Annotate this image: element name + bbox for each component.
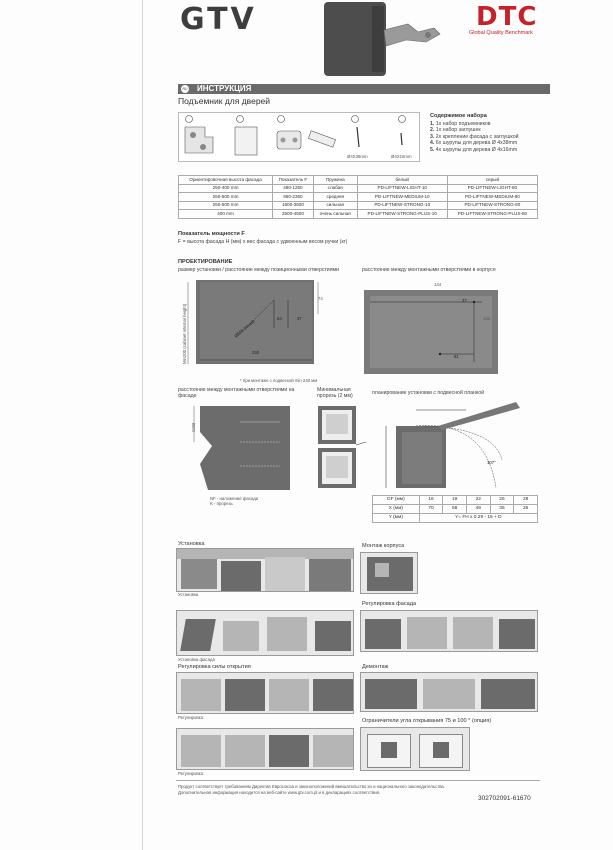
table-row bbox=[373, 505, 538, 514]
table-row bbox=[179, 193, 538, 202]
kit-item: 3. 2x крепление фасада с заглушкой bbox=[430, 133, 519, 140]
table-cell: 400 mm bbox=[179, 210, 273, 219]
table-header: серый bbox=[447, 176, 537, 185]
product-title: Подъемник для дверей bbox=[178, 96, 271, 106]
table-cell: GF (мм) bbox=[373, 496, 420, 505]
kit-item-text: 1x набор заглушек bbox=[435, 127, 481, 134]
table-cell: сильная bbox=[313, 201, 357, 210]
table-cell: 58 bbox=[443, 505, 467, 514]
table-cell: PD-LIFTNEW-STRONG-PLUS-80 bbox=[447, 210, 537, 219]
gf-table bbox=[372, 495, 538, 523]
item-number: Ø4X16mm bbox=[391, 154, 412, 159]
kit-item: 1. 1x набор подъемников bbox=[430, 121, 491, 127]
adjust-facade-strip bbox=[360, 610, 538, 652]
brand-logo: GTV bbox=[180, 2, 257, 37]
dismount-heading: Демонтаж bbox=[362, 664, 389, 670]
table-cell: средняя bbox=[313, 193, 357, 202]
kit-item-text: 2x крепление фасада с заглушкой bbox=[435, 133, 519, 140]
table-header: Ориентировочная высота фасада bbox=[179, 176, 273, 185]
dtc-tagline: Global Quality Benchmark bbox=[469, 30, 533, 36]
table-cell: 250-500 mm bbox=[179, 193, 273, 202]
table-cell: 70 bbox=[419, 505, 443, 514]
power-heading: Показатель мощности F bbox=[178, 231, 245, 237]
table-cell: 26 bbox=[490, 496, 514, 505]
cabinet-body-drawing bbox=[362, 288, 502, 378]
facade-step-strip bbox=[176, 610, 354, 656]
table-cell: PD-LIFTNEW-STRONG-PLUS-10 bbox=[357, 210, 447, 219]
dim-height-label: Min200 (cabinet internal height) bbox=[182, 303, 187, 364]
dtc-logo: DTC bbox=[476, 2, 538, 32]
table-cell: 250-500 mm bbox=[179, 201, 273, 210]
table-row bbox=[373, 496, 538, 505]
table-header: Пружина bbox=[313, 176, 357, 185]
table-row bbox=[179, 184, 538, 193]
facade-caption: расстояние между монтажными отверстиями на фасаде bbox=[178, 387, 295, 400]
adjust-force-strip bbox=[176, 672, 354, 714]
min-gap-caption: Минимальная прорезь (2 мм) bbox=[317, 387, 353, 400]
dim-h-label: 141 bbox=[483, 316, 491, 321]
kit-item-text: 1x набор подъемников bbox=[435, 121, 491, 127]
plan-caption: планирование установки с подвесной планкой bbox=[372, 390, 484, 396]
table-cell: слабая bbox=[313, 184, 357, 193]
footer-divider bbox=[176, 780, 540, 781]
kit-heading: Содержимое набора bbox=[430, 113, 487, 119]
table-cell: очень сильная bbox=[313, 210, 357, 219]
note-line: NF - наложение фасада bbox=[210, 496, 259, 501]
scan-edge bbox=[142, 0, 143, 850]
table-cell: 26 bbox=[514, 505, 538, 514]
dim-d2-label: 37 bbox=[297, 316, 302, 321]
kit-item-text: 6x шурупы для дерева Ø 4x38mm bbox=[435, 140, 518, 147]
table-cell: 35 bbox=[490, 505, 514, 514]
kit-item: 4. 6x шурупы для дерева Ø 4x38mm bbox=[430, 140, 518, 147]
plan-drawing bbox=[376, 400, 536, 492]
power-formula: F = высота фасада H (мм) x вес фасада с удвоенным весом ручки (кг) bbox=[178, 239, 348, 245]
min-gap-drawing bbox=[316, 404, 368, 490]
cabinet-side-drawing bbox=[178, 278, 328, 378]
adjust-sub-caption-2: Регулировка bbox=[178, 771, 204, 776]
table-header: белый bbox=[357, 176, 447, 185]
design-caption-right: расстояние между монтажными отверстиями в корпусе bbox=[362, 267, 496, 273]
adjust-step-strip bbox=[176, 728, 354, 770]
facade-drawing bbox=[190, 402, 310, 494]
note-line: K - прорезь bbox=[210, 501, 233, 506]
table-cell: X (мм) bbox=[373, 505, 420, 514]
table-cell: PD-LIFTNEW-MEDIUM-80 bbox=[447, 193, 537, 202]
limiter-heading: Ограничители угла открывания 75 и 100 ° (опция) bbox=[362, 718, 492, 724]
install-step-strip bbox=[176, 548, 354, 592]
dim-a-label: 37 bbox=[462, 298, 467, 303]
footer-compliance: Продукт соответствует требованиям Директив Евросоюза и законоположений вмешательство из и национального законодательства. bbox=[178, 784, 446, 789]
kit-illustration bbox=[178, 112, 420, 162]
dim-d1-label: 64 bbox=[277, 316, 282, 321]
adjust-facade-heading: Регулировка фасада bbox=[362, 601, 417, 607]
kit-item: 2. 1x набор заглушек bbox=[430, 127, 481, 134]
facade-dim-label: SOB bbox=[191, 422, 196, 432]
kit-item-text: 4x шурупы для дерева Ø 4x16mm bbox=[435, 146, 518, 153]
table-cell: 28 bbox=[514, 496, 538, 505]
table-cell: 2500-4500 bbox=[273, 210, 314, 219]
dim-diag-label: Ø508 (Head) bbox=[233, 318, 256, 339]
kit-item: 5. 4x шурупы для дерева Ø 4x16mm bbox=[430, 146, 518, 153]
install-sub-caption: Установка bbox=[178, 592, 199, 597]
install-heading: Установка bbox=[178, 541, 205, 547]
table-cell: 1600-3600 bbox=[273, 201, 314, 210]
table-cell: Y (мм) bbox=[373, 514, 420, 523]
dim-b-label: 81 bbox=[454, 354, 459, 359]
design-caption-left: размер установки / расстояние между позиционными отверстиями bbox=[178, 267, 339, 273]
table-cell: 19 bbox=[443, 496, 467, 505]
table-cell: 22 bbox=[466, 496, 490, 505]
language-badge bbox=[181, 85, 189, 93]
table-cell: 480-1250 bbox=[273, 184, 314, 193]
opening-angle-label: 107° bbox=[487, 460, 496, 465]
dismount-strip bbox=[360, 672, 538, 712]
table-header: Показатель F bbox=[273, 176, 314, 185]
kit-parts-drawing bbox=[179, 113, 419, 161]
design-footnote: * при монтаже с подвеской min 240 мм bbox=[240, 378, 318, 383]
table-cell: 49 bbox=[466, 505, 490, 514]
table-cell: 960-2350 bbox=[273, 193, 314, 202]
spec-table bbox=[178, 175, 538, 219]
dim-w-label: 144 bbox=[434, 282, 442, 287]
table-cell: PD-LIFTNEW-STRONG-10 bbox=[357, 201, 447, 210]
adjust-force-heading: Регулировка силы открытия bbox=[178, 664, 251, 670]
item-number: Ø4X38mm bbox=[347, 154, 368, 159]
mount-body-image bbox=[360, 552, 418, 594]
section-title: ИНСТРУКЦИЯ bbox=[197, 84, 252, 93]
table-cell: 250-400 mm bbox=[179, 184, 273, 193]
table-row bbox=[179, 201, 538, 210]
design-heading: ПРОЕКТИРОВАНИЕ bbox=[178, 259, 233, 265]
table-row bbox=[179, 210, 538, 219]
install-facade-caption: Установка фасада bbox=[178, 657, 215, 662]
limiter-image bbox=[360, 727, 470, 771]
footer-info: Дополнительная информация находится на веб-сайте www.gtv.com.pl и в декларациях соответствия. bbox=[178, 790, 381, 795]
table-cell: Y= FH x 0.29 - 15 + D bbox=[419, 514, 537, 523]
table-header-row bbox=[179, 176, 538, 185]
table-cell: PD-LIFTNEW-STRONG-80 bbox=[447, 201, 537, 210]
table-cell: PD-LIFTNEW-MEDIUM-10 bbox=[357, 193, 447, 202]
table-cell: PD-LIFTNEW-LIGHT-10 bbox=[357, 184, 447, 193]
table-cell: 16 bbox=[419, 496, 443, 505]
table-cell: PD-LIFTNEW-LIGHT-80 bbox=[447, 184, 537, 193]
table-row bbox=[373, 514, 538, 523]
language-code: RU bbox=[182, 87, 188, 91]
mount-body-heading: Монтаж корпуса bbox=[362, 543, 405, 549]
dim-width-label: 240 bbox=[252, 350, 260, 355]
adjust-sub-caption: Регулировка bbox=[178, 715, 204, 720]
kit-contents-list bbox=[430, 113, 560, 153]
dim-top-label: 74 bbox=[318, 296, 323, 301]
product-photo bbox=[322, 2, 452, 78]
document-code: 302702091-61670 bbox=[478, 795, 531, 802]
